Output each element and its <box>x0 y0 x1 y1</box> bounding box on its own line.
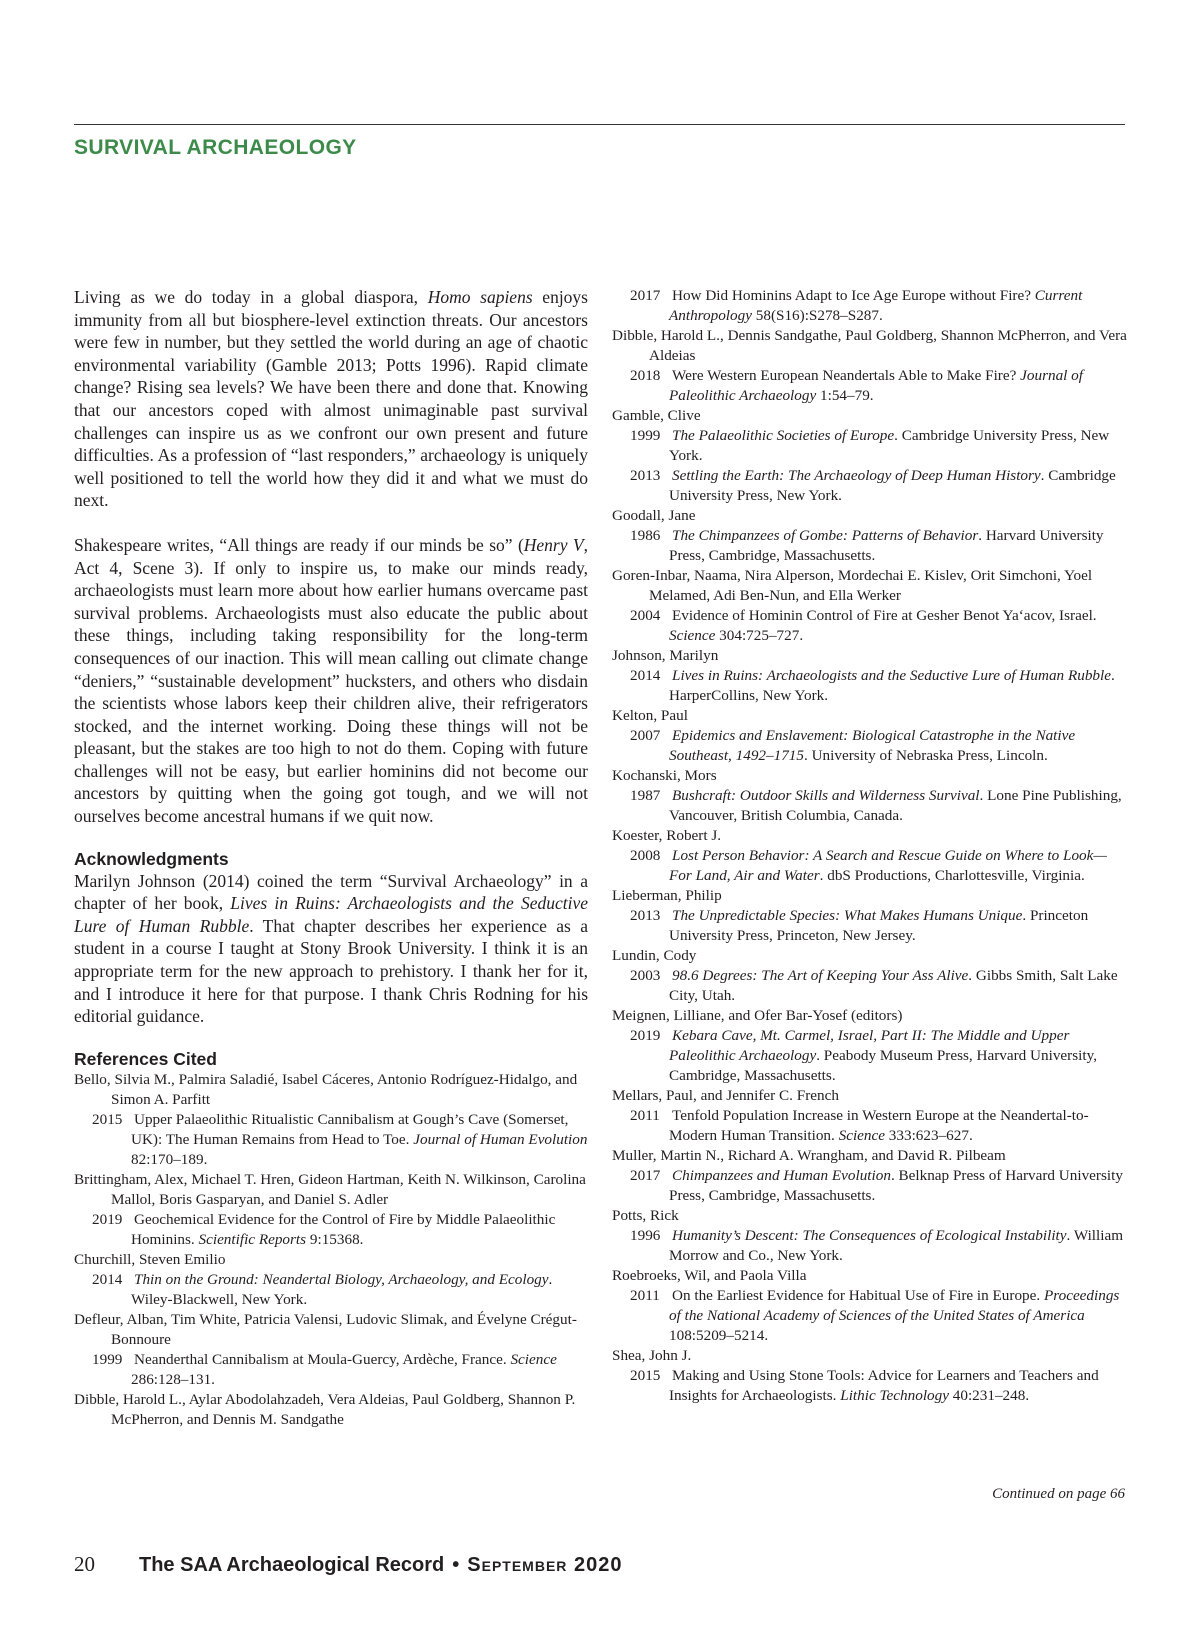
text-run: 333:623–627. <box>884 1127 973 1144</box>
text-run: . Cambridge University Press, New York. <box>669 467 1116 504</box>
text-run: Evidence of Hominin Control of Fire at Gesher Benot Ya‘acov, Israel. <box>672 607 1097 624</box>
text-run: 40:231–248. <box>948 1387 1030 1404</box>
reference-entry <box>612 1226 1128 1266</box>
text-run: Were Western European Neandertals Able to Make Fire? <box>672 367 1021 384</box>
reference-entry <box>612 786 1128 826</box>
reference-year: 2004 <box>630 607 661 624</box>
reference-entry <box>612 366 1128 406</box>
reference-entry <box>612 426 1128 466</box>
reference-year: 2007 <box>630 727 661 744</box>
reference-author: Mellars, Paul, and Jennifer C. French <box>612 1087 839 1104</box>
italic-text: Current Anthropology <box>669 287 1083 324</box>
reference-year: 1987 <box>630 787 661 804</box>
italic-text: Scientific Reports <box>198 1230 307 1248</box>
text-run: Living as we do today in a global diaspora, <box>74 287 428 307</box>
reference-year: 2015 <box>630 1367 661 1384</box>
reference-author: Johnson, Marilyn <box>612 647 719 664</box>
reference-entry <box>612 466 1128 506</box>
text-run: . Wiley-Blackwell, New York. <box>131 1270 553 1308</box>
reference-author: Brittingham, Alex, Michael T. Hren, Gideon Hartman, Keith N. Wilkinson, Carolina Mallol, Boris Gasparyan, and Daniel S. Adler <box>74 1170 586 1208</box>
reference-entry <box>612 666 1128 706</box>
text-run: . William Morrow and Co., New York. <box>669 1227 1124 1264</box>
reference-entry <box>74 1350 588 1390</box>
reference-author: Muller, Martin N., Richard A. Wrangham, and David R. Pilbeam <box>612 1147 1006 1164</box>
reference-author: Dibble, Harold L., Aylar Abodolahzadeh, Vera Aldeias, Paul Goldberg, Shannon P. McPherron, and Dennis M. Sandgathe <box>74 1390 576 1428</box>
reference-entry <box>612 1366 1128 1406</box>
italic-text: Thin on the Ground: Neandertal Biology, Archaeology, and Ecology <box>134 1270 549 1288</box>
references-list-right <box>612 286 1128 1406</box>
text-run: 108:5209–5214. <box>669 1327 769 1344</box>
reference-year: 2015 <box>92 1110 123 1128</box>
reference-year: 2019 <box>92 1210 123 1228</box>
text-run: . HarperCollins, New York. <box>669 667 1115 704</box>
reference-author: Bello, Silvia M., Palmira Saladié, Isabel Cáceres, Antonio Rodríguez-Hidalgo, and Simon A. Parfitt <box>74 1070 578 1108</box>
italic-text: Settling the Earth: The Archaeology of Deep Human History <box>672 467 1041 484</box>
italic-text: Proceedings of the National Academy of Sciences of the United States of America <box>669 1287 1120 1324</box>
page-number: 20 <box>74 1552 95 1576</box>
reference-author: Defleur, Alban, Tim White, Patricia Valensi, Ludovic Slimak, and Évelyne Crégut-Bonnoure <box>74 1310 577 1348</box>
text-run: Marilyn Johnson (2014) coined the term “Survival Archaeology” in a chapter of her book, <box>74 870 588 914</box>
page-footer <box>74 1552 622 1577</box>
reference-year: 1986 <box>630 527 661 544</box>
text-run: enjoys immunity from all but biosphere-level extinction threats. Our ancestors were few in number, but they settled the world during an age of chaotic environmental variability (Gamble 2013; Potts 1996). Rapid climate change? Rising sea levels? We have been there and done that. Knowing that our ancestors coped with almost unimaginable past survival challenges can inspire us as we confront our own present and future difficulties. As a profession of “last responders,” archaeology is uniquely well positioned to tell the world how they did it and what we must do next. <box>74 287 588 511</box>
text-run: . That chapter describes her experience as a student in a course I taught at Stony Brook University. I think it is an appropriate term for the new approach to prehistory. I thank her for it, and I introduce it here for that purpose. I thank Chris Rodning for his editorial guidance. <box>74 915 589 1027</box>
text-run: . Harvard University Press, Cambridge, Massachusetts. <box>669 527 1104 564</box>
reference-year: 2014 <box>92 1270 123 1288</box>
reference-author: Roebroeks, Wil, and Paola Villa <box>612 1267 807 1284</box>
reference-entry <box>74 1110 588 1170</box>
italic-text: Lives in Ruins: Archaeologists and the Seductive Lure of Human Rubble <box>74 893 588 936</box>
reference-entry <box>612 526 1128 566</box>
italic-text: Science <box>510 1350 557 1368</box>
issue-date: September 2020 <box>467 1554 623 1576</box>
reference-year: 2019 <box>630 1027 661 1044</box>
publication-name: The SAA Archaeological Record <box>139 1554 445 1576</box>
text-run: . Belknap Press of Harvard University Press, Cambridge, Massachusetts. <box>669 1167 1123 1204</box>
italic-text: Humanity’s Descent: The Consequences of Ecological Instability <box>672 1227 1067 1244</box>
reference-year: 2017 <box>630 287 661 304</box>
body-paragraph <box>74 534 588 828</box>
reference-year: 1999 <box>630 427 661 444</box>
reference-entry <box>612 1166 1128 1206</box>
reference-author: Meignen, Lilliane, and Ofer Bar-Yosef (editors) <box>612 1007 903 1024</box>
reference-entry <box>612 286 1128 326</box>
text-run: 286:128–131. <box>131 1370 215 1388</box>
text-run: . Gibbs Smith, Salt Lake City, Utah. <box>669 967 1118 1004</box>
references-list-left <box>74 1070 588 1430</box>
text-run: Tenfold Population Increase in Western Europe at the Neandertal-to-Modern Human Transition. <box>669 1107 1089 1144</box>
text-run: . Princeton University Press, Princeton, New Jersey. <box>669 907 1089 944</box>
left-column <box>74 286 588 1430</box>
reference-year: 1999 <box>92 1350 123 1368</box>
reference-year: 2008 <box>630 847 661 864</box>
reference-author: Goren-Inbar, Naama, Nira Alperson, Mordechai E. Kislev, Orit Simchoni, Yoel Melamed, Adi Ben-Nun, and Ella Werker <box>612 567 1093 604</box>
references-heading: References Cited <box>74 1048 217 1069</box>
right-column <box>612 286 1128 1406</box>
reference-year: 2014 <box>630 667 661 684</box>
text-run: . Peabody Museum Press, Harvard University, Cambridge, Massachusetts. <box>669 1047 1097 1084</box>
text-run: Making and Using Stone Tools: Advice for Learners and Teachers and Insights for Archaeologists. <box>669 1367 1099 1404</box>
body-paragraph <box>74 286 588 512</box>
reference-entry <box>612 726 1128 766</box>
reference-author: Lundin, Cody <box>612 947 697 964</box>
reference-year: 2003 <box>630 967 661 984</box>
text-run: . Cambridge University Press, New York. <box>669 427 1110 464</box>
italic-text: Journal of Human Evolution <box>413 1130 588 1148</box>
italic-text: Bushcraft: Outdoor Skills and Wilderness Survival <box>672 787 980 804</box>
text-run: 58(S16):S278–S287. <box>751 307 883 324</box>
acknowledgments-heading: Acknowledgments <box>74 848 229 869</box>
italic-text: Homo sapiens <box>427 287 533 307</box>
italic-text: Lives in Ruins: Archaeologists and the Seductive Lure of Human Rubble <box>672 667 1111 684</box>
italic-text: 98.6 Degrees: The Art of Keeping Your Ass Alive <box>672 967 969 984</box>
acknowledgments-paragraph <box>74 870 588 1028</box>
text-run: 9:15368. <box>306 1230 364 1248</box>
reference-year: 2011 <box>630 1107 660 1124</box>
text-run: Upper Palaeolithic Ritualistic Cannibalism at Gough’s Cave (Somerset, UK): The Human Remains from Head to Toe. <box>131 1110 569 1148</box>
italic-text: The Chimpanzees of Gombe: Patterns of Behavior <box>672 527 979 544</box>
reference-author: Koester, Robert J. <box>612 827 722 844</box>
reference-entry <box>74 1210 588 1250</box>
italic-text: Chimpanzees and Human Evolution <box>672 1167 891 1184</box>
header-rule <box>74 124 1125 125</box>
text-run: Shakespeare writes, “All things are ready if our minds be so” ( <box>74 534 524 555</box>
section-title: SURVIVAL ARCHAEOLOGY <box>74 136 357 159</box>
reference-entry <box>612 1026 1128 1086</box>
reference-author: Churchill, Steven Emilio <box>74 1250 226 1268</box>
reference-author: Kochanski, Mors <box>612 767 717 784</box>
reference-entry <box>612 846 1128 886</box>
reference-year: 1996 <box>630 1227 661 1244</box>
italic-text: Kebara Cave, Mt. Carmel, Israel, Part II: The Middle and Upper Paleolithic Archaeology <box>669 1027 1070 1064</box>
italic-text: The Unpredictable Species: What Makes Humans Unique <box>672 907 1023 924</box>
italic-text: Science <box>838 1127 885 1144</box>
italic-text: Journal of Paleolithic Archaeology <box>669 367 1083 404</box>
reference-entry <box>612 1286 1128 1346</box>
reference-entry <box>612 606 1128 646</box>
text-run: Geochemical Evidence for the Control of Fire by Middle Palaeolithic Hominins. <box>131 1210 556 1248</box>
text-run: . dbS Productions, Charlottesville, Virginia. <box>819 867 1085 884</box>
italic-text: Science <box>669 627 716 644</box>
text-run: How Did Hominins Adapt to Ice Age Europe without Fire? <box>672 287 1035 304</box>
italic-text: Henry V <box>523 534 584 555</box>
reference-year: 2013 <box>630 907 661 924</box>
reference-author: Goodall, Jane <box>612 507 696 524</box>
reference-author: Lieberman, Philip <box>612 887 722 904</box>
reference-entry <box>612 906 1128 946</box>
continued-note: Continued on page 66 <box>992 1486 1125 1502</box>
italic-text: Lost Person Behavior: A Search and Rescue Guide on Where to Look—For Land, Air and Water <box>669 847 1107 884</box>
italic-text: Epidemics and Enslavement: Biological Catastrophe in the Native Southeast, 1492–1715 <box>669 727 1076 764</box>
text-run: 82:170–189. <box>131 1150 208 1168</box>
reference-entry <box>74 1270 588 1310</box>
reference-entry <box>612 1106 1128 1146</box>
text-run: Neanderthal Cannibalism at Moula-Guercy, Ardèche, France. <box>134 1350 511 1368</box>
body-text <box>74 286 588 828</box>
text-run: . University of Nebraska Press, Lincoln. <box>804 747 1048 764</box>
italic-text: The Palaeolithic Societies of Europe <box>672 427 895 444</box>
text-run: 1:54–79. <box>816 387 874 404</box>
text-run: , Act 4, Scene 3). If only to inspire us, to make our minds ready, archaeologists must learn more about how earlier humans overcame past survival problems. Archaeologists must also educate the public about these things, including taking responsibility for the long-term consequences of our inaction. This will mean calling out climate change “deniers,” “sustainable development” hucksters, and others who disdain the scientists whose labors keep their children alive, their refrigerators stocked, and the internet working. Doing these things will not be pleasant, but the stakes are too high to not do them. Coping with future challenges will not be easy, but earlier hominins did not become our ancestors by quitting when the going got tough, and we will not ourselves become ancestral humans if we quit now. <box>74 534 588 827</box>
text-run: On the Earliest Evidence for Habitual Use of Fire in Europe. <box>672 1287 1044 1304</box>
reference-entry <box>612 966 1128 1006</box>
italic-text: Lithic Technology <box>840 1387 949 1404</box>
reference-author: Dibble, Harold L., Dennis Sandgathe, Paul Goldberg, Shannon McPherron, and Vera Aldeias <box>612 327 1127 364</box>
reference-author: Potts, Rick <box>612 1207 679 1224</box>
reference-year: 2018 <box>630 367 661 384</box>
reference-author: Shea, John J. <box>612 1347 692 1364</box>
reference-author: Kelton, Paul <box>612 707 688 724</box>
reference-year: 2013 <box>630 467 661 484</box>
footer-separator: • <box>452 1554 460 1576</box>
reference-year: 2017 <box>630 1167 661 1184</box>
reference-author: Gamble, Clive <box>612 407 701 424</box>
text-run: . Lone Pine Publishing, Vancouver, British Columbia, Canada. <box>669 787 1122 824</box>
reference-year: 2011 <box>630 1287 660 1304</box>
text-run: 304:725–727. <box>715 627 804 644</box>
